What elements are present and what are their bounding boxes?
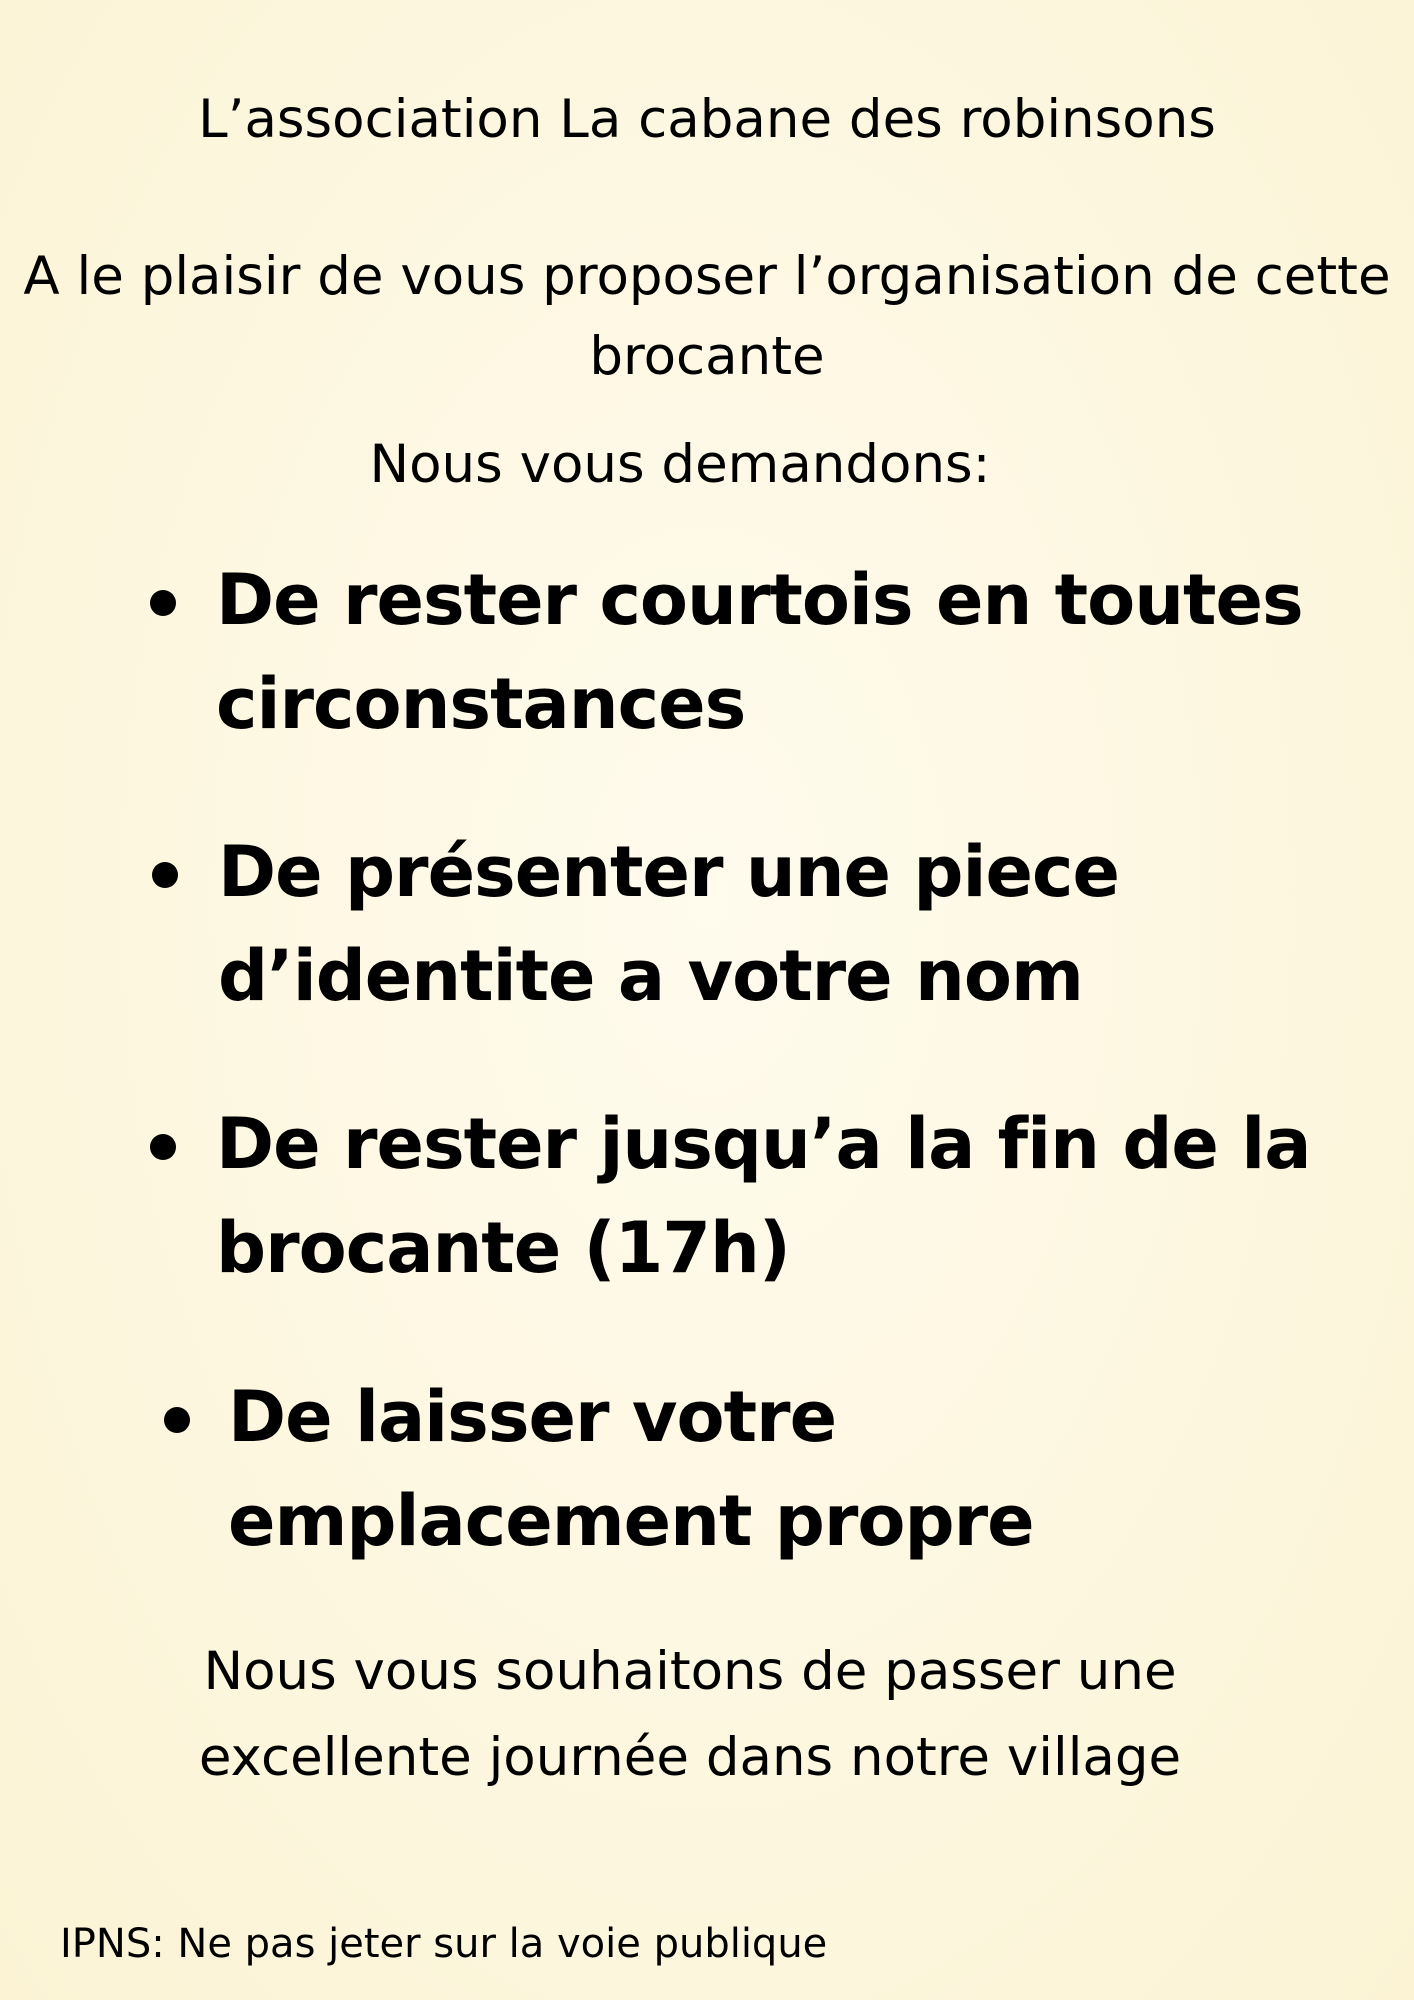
proposal-text: A le plaisir de vous proposer l’organisation de cette brocante (23, 246, 1391, 387)
rule-text: De rester jusqu’a la fin de la brocante (17h) (216, 1103, 1311, 1289)
rule-text: De présenter une piece d’identite a votre nom (218, 831, 1119, 1017)
request-intro: Nous vous demandons: (369, 434, 991, 495)
closing-wish: Nous vous souhaitons de passer une excellente journée dans notre village (198, 1641, 1182, 1788)
rule-text: De laisser votre emplacement propre (228, 1376, 1034, 1562)
rule-item-stay-until-end (0, 1092, 1414, 1312)
rule-item-clean-spot (0, 1365, 1414, 1585)
rule-item-courtesy (0, 548, 1414, 768)
bullet-dot-icon (152, 862, 178, 888)
bullet-dot-icon (150, 590, 176, 616)
bullet-dot-icon (164, 1407, 190, 1433)
bullet-dot-icon (150, 1134, 176, 1160)
association-heading: L’association La cabane des robinsons (198, 89, 1216, 150)
rule-item-identity (0, 820, 1414, 1040)
ipns-footer-note: IPNS: Ne pas jeter sur la voie publique (60, 1921, 828, 1967)
rule-text: De rester courtois en toutes circonstances (216, 559, 1303, 745)
